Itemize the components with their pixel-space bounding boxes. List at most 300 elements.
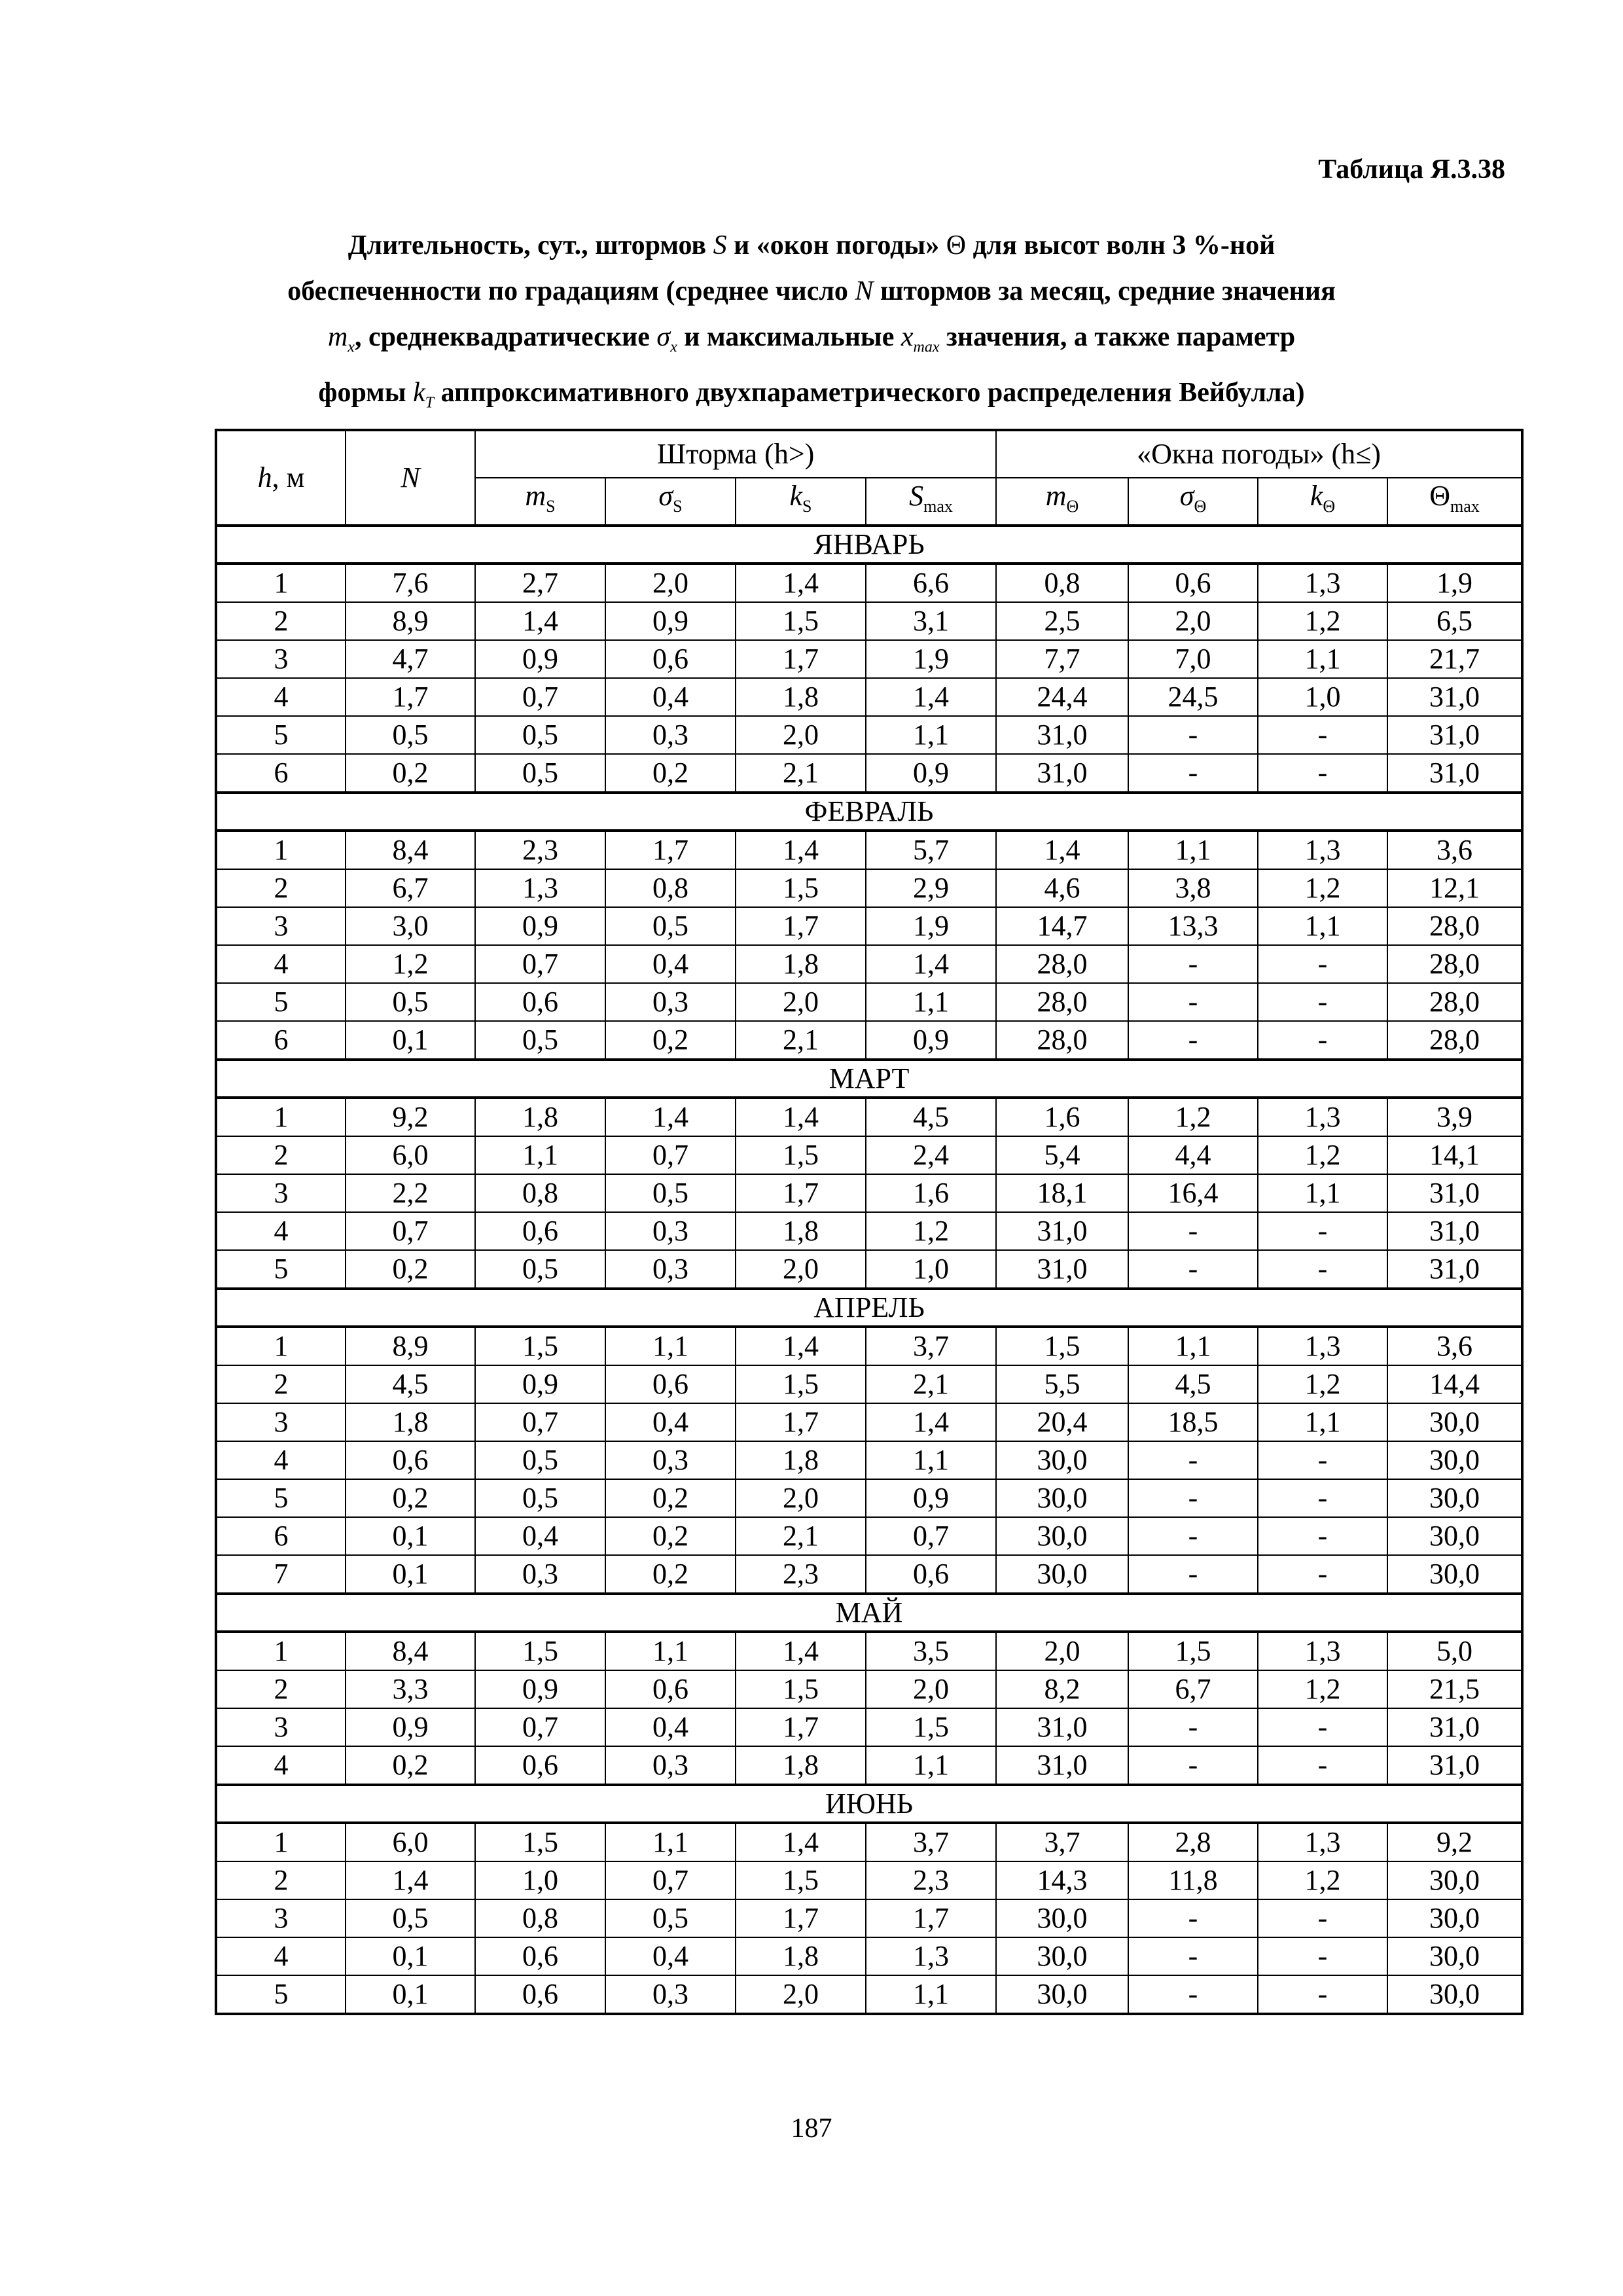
table-cell: 0,1 — [346, 1975, 475, 2014]
table-cell: 28,0 — [1387, 983, 1522, 1021]
table-cell: 0,5 — [475, 1441, 605, 1479]
table-cell: 30,0 — [996, 1975, 1128, 2014]
table-cell: - — [1258, 1975, 1387, 2014]
table-cell: 0,1 — [346, 1517, 475, 1555]
month-name: ИЮНЬ — [216, 1785, 1522, 1823]
table-cell: - — [1128, 1937, 1258, 1975]
table-cell: - — [1128, 1212, 1258, 1250]
duration-table — [215, 429, 1524, 2015]
table-cell: - — [1258, 1250, 1387, 1289]
table-cell: 2,2 — [346, 1174, 475, 1212]
table-cell: 1,8 — [736, 945, 866, 983]
table-cell: 2 — [216, 1861, 346, 1899]
table-cell: 1,4 — [866, 945, 996, 983]
table-cell: 5,5 — [996, 1365, 1128, 1403]
table-cell: 1,3 — [475, 869, 605, 907]
table-cell: 1,0 — [1258, 678, 1387, 716]
table-cell: - — [1128, 1479, 1258, 1517]
table-cell: 0,7 — [605, 1136, 736, 1174]
table-cell: 0,3 — [605, 1746, 736, 1785]
table-cell: 0,3 — [605, 1212, 736, 1250]
table-row — [216, 1861, 1522, 1899]
table-cell: 3 — [216, 640, 346, 678]
table-cell: 1,4 — [736, 564, 866, 602]
table-cell: 1 — [216, 831, 346, 869]
caption-text: формы — [318, 378, 414, 408]
table-cell: 0,5 — [475, 1250, 605, 1289]
table-cell: 30,0 — [996, 1441, 1128, 1479]
table-cell: 1,5 — [736, 869, 866, 907]
table-cell: 1 — [216, 1327, 346, 1365]
table-cell: 4 — [216, 678, 346, 716]
table-row — [216, 1212, 1522, 1250]
table-cell: 1,1 — [1258, 1403, 1387, 1441]
table-cell: - — [1128, 945, 1258, 983]
table-cell: 2,7 — [475, 564, 605, 602]
table-row — [216, 869, 1522, 907]
table-cell: - — [1258, 1899, 1387, 1937]
table-cell: 1,4 — [475, 602, 605, 640]
table-cell: 0,8 — [996, 564, 1128, 602]
table-cell: 0,2 — [605, 1517, 736, 1555]
table-row — [216, 1937, 1522, 1975]
table-cell: 1,6 — [866, 1174, 996, 1212]
table-cell: 24,5 — [1128, 678, 1258, 716]
table-cell: 3,6 — [1387, 1327, 1522, 1365]
table-cell: - — [1128, 1555, 1258, 1594]
col-header-mTheta — [996, 478, 1128, 526]
subscript: max — [1450, 496, 1480, 516]
table-cell: 1,2 — [1258, 1136, 1387, 1174]
table-cell: 1,0 — [475, 1861, 605, 1899]
table-cell: 30,0 — [1387, 1441, 1522, 1479]
N-symbol: N — [401, 461, 420, 493]
table-cell: 3,7 — [996, 1823, 1128, 1861]
table-cell: 3 — [216, 1708, 346, 1746]
table-cell: 0,3 — [605, 1250, 736, 1289]
table-cell: 2,0 — [1128, 602, 1258, 640]
table-cell: 2,0 — [736, 1250, 866, 1289]
table-cell: 1,5 — [1128, 1632, 1258, 1670]
table-cell: 1,1 — [475, 1136, 605, 1174]
table-cell: 1,4 — [736, 1823, 866, 1861]
table-cell: 1,2 — [1258, 1365, 1387, 1403]
table-cell: 0,8 — [475, 1899, 605, 1937]
table-cell: 5 — [216, 1479, 346, 1517]
symbol: k — [1310, 480, 1323, 512]
table-cell: - — [1258, 983, 1387, 1021]
table-cell: 30,0 — [1387, 1899, 1522, 1937]
table-cell: 0,6 — [1128, 564, 1258, 602]
table-cell: 0,2 — [346, 1746, 475, 1785]
table-cell: 0,3 — [605, 1975, 736, 2014]
table-cell: 4 — [216, 1746, 346, 1785]
symbol: σ — [658, 480, 673, 512]
table-cell: 1,1 — [605, 1632, 736, 1670]
table-cell: - — [1258, 716, 1387, 754]
caption-text: для высот волн 3 %-ной — [966, 230, 1275, 260]
table-cell: 0,6 — [605, 1365, 736, 1403]
table-cell: 0,9 — [866, 1021, 996, 1060]
storms-group-header: Шторма (h>) — [475, 430, 996, 478]
table-cell: 1,8 — [736, 1746, 866, 1785]
table-cell: 31,0 — [996, 1708, 1128, 1746]
table-cell: 14,3 — [996, 1861, 1128, 1899]
col-header-Thetamax — [1387, 478, 1522, 526]
table-row — [216, 1632, 1522, 1670]
table-cell: 0,7 — [346, 1212, 475, 1250]
col-header-N — [346, 430, 475, 526]
table-cell: 0,9 — [475, 907, 605, 945]
table-cell: 4 — [216, 945, 346, 983]
page-number: 187 — [791, 2113, 832, 2144]
table-cell: 1,5 — [736, 1670, 866, 1708]
table-cell: 6 — [216, 1517, 346, 1555]
caption-text: и максимальные — [677, 322, 901, 352]
table-cell: 3 — [216, 907, 346, 945]
table-row — [216, 640, 1522, 678]
table-cell: 9,2 — [346, 1098, 475, 1136]
table-cell: 0,7 — [475, 1403, 605, 1441]
table-cell: 2,8 — [1128, 1823, 1258, 1861]
table-cell: 5,4 — [996, 1136, 1128, 1174]
caption-line-3 — [196, 314, 1427, 370]
caption-line-4 — [196, 370, 1427, 425]
table-caption — [196, 223, 1427, 426]
table-cell: - — [1258, 1555, 1387, 1594]
table-cell: 1,3 — [1258, 1098, 1387, 1136]
table-cell: 3,5 — [866, 1632, 996, 1670]
table-cell: 31,0 — [996, 754, 1128, 793]
table-cell: 4 — [216, 1212, 346, 1250]
table-cell: 7,7 — [996, 640, 1128, 678]
table-cell: 4 — [216, 1937, 346, 1975]
table-cell: 31,0 — [1387, 1746, 1522, 1785]
table-cell: 0,9 — [866, 754, 996, 793]
table-cell: 1,2 — [1128, 1098, 1258, 1136]
table-cell: 0,2 — [346, 1479, 475, 1517]
table-cell: 0,2 — [346, 1250, 475, 1289]
table-cell: 1,1 — [866, 1441, 996, 1479]
col-header-Smax — [866, 478, 996, 526]
table-row — [216, 1975, 1522, 2014]
table-cell: 0,2 — [605, 1021, 736, 1060]
table-cell: 0,2 — [605, 754, 736, 793]
table-cell: 0,4 — [605, 1403, 736, 1441]
table-cell: 30,0 — [996, 1899, 1128, 1937]
table-cell: 8,4 — [346, 1632, 475, 1670]
table-cell: 1,4 — [866, 1403, 996, 1441]
table-cell: 4,4 — [1128, 1136, 1258, 1174]
table-cell: 0,5 — [346, 716, 475, 754]
table-cell: 6,6 — [866, 564, 996, 602]
table-cell: - — [1258, 1937, 1387, 1975]
table-cell: 3,9 — [1387, 1098, 1522, 1136]
table-cell: 1,5 — [475, 1823, 605, 1861]
table-cell: 0,9 — [475, 640, 605, 678]
table-cell: 6,5 — [1387, 602, 1522, 640]
table-cell: 31,0 — [1387, 754, 1522, 793]
table-cell: 1,3 — [1258, 831, 1387, 869]
windows-group-header: «Окна погоды» (h≤) — [996, 430, 1522, 478]
table-cell: 21,5 — [1387, 1670, 1522, 1708]
caption-text: штормов за месяц, средние значения — [873, 276, 1336, 306]
table-cell: 9,2 — [1387, 1823, 1522, 1861]
table-cell: 1,8 — [736, 1937, 866, 1975]
table-cell: 1,5 — [736, 1365, 866, 1403]
table-cell: 0,5 — [346, 983, 475, 1021]
table-cell: 1,2 — [1258, 1670, 1387, 1708]
table-cell: 7,0 — [1128, 640, 1258, 678]
table-row — [216, 754, 1522, 793]
subscript: Θ — [1194, 496, 1207, 516]
table-cell: 31,0 — [996, 1746, 1128, 1785]
header-row-1 — [216, 430, 1522, 478]
table-cell: 31,0 — [1387, 716, 1522, 754]
table-cell: 0,6 — [605, 640, 736, 678]
table-cell: 1 — [216, 564, 346, 602]
table-cell: 1,3 — [1258, 1632, 1387, 1670]
table-cell: 13,3 — [1128, 907, 1258, 945]
table-cell: 2,0 — [736, 983, 866, 1021]
table-cell: 0,3 — [605, 716, 736, 754]
table-cell: 4,6 — [996, 869, 1128, 907]
table-row — [216, 1403, 1522, 1441]
table-cell: 0,3 — [475, 1555, 605, 1594]
month-name: ФЕВРАЛЬ — [216, 793, 1522, 831]
table-cell: 3,7 — [866, 1327, 996, 1365]
month-header-row — [216, 1060, 1522, 1098]
table-cell: 28,0 — [1387, 1021, 1522, 1060]
table-cell: 0,7 — [475, 945, 605, 983]
table-row — [216, 564, 1522, 602]
col-header-kS — [736, 478, 866, 526]
table-row — [216, 907, 1522, 945]
table-cell: 1,7 — [346, 678, 475, 716]
table-cell: 0,2 — [346, 754, 475, 793]
col-header-mS — [475, 478, 605, 526]
table-cell: 5 — [216, 1250, 346, 1289]
caption-text: значения, а также параметр — [939, 322, 1296, 352]
table-cell: 1,6 — [996, 1098, 1128, 1136]
table-cell: 3,6 — [1387, 831, 1522, 869]
table-cell: 1,2 — [1258, 602, 1387, 640]
table-cell: - — [1258, 1708, 1387, 1746]
table-cell: 1,7 — [736, 907, 866, 945]
table-cell: 1,5 — [736, 1136, 866, 1174]
table-cell: - — [1258, 1021, 1387, 1060]
table-cell: - — [1128, 1899, 1258, 1937]
table-cell: 0,9 — [475, 1670, 605, 1708]
table-cell: 0,5 — [346, 1899, 475, 1937]
table-cell: 0,4 — [605, 1937, 736, 1975]
table-cell: 1,4 — [866, 678, 996, 716]
table-cell: 30,0 — [996, 1937, 1128, 1975]
table-cell: 3,3 — [346, 1670, 475, 1708]
table-cell: 0,3 — [605, 1441, 736, 1479]
table-cell: - — [1128, 716, 1258, 754]
table-cell: 14,4 — [1387, 1365, 1522, 1403]
table-cell: 0,3 — [605, 983, 736, 1021]
table-cell: 2,0 — [605, 564, 736, 602]
table-cell: 0,5 — [475, 1479, 605, 1517]
table-cell: 5 — [216, 1975, 346, 2014]
caption-text: и «окон погоды» — [726, 230, 946, 260]
table-cell: 28,0 — [1387, 907, 1522, 945]
table-cell: 1,1 — [605, 1823, 736, 1861]
table-cell: - — [1128, 1975, 1258, 2014]
table-cell: 0,1 — [346, 1555, 475, 1594]
table-cell: 1,5 — [475, 1327, 605, 1365]
subscript: S — [546, 496, 556, 516]
symbol-theta: Θ — [946, 230, 967, 260]
table-cell: 0,1 — [346, 1021, 475, 1060]
table-cell: 2,3 — [866, 1861, 996, 1899]
symbol-x: x — [901, 322, 914, 352]
table-cell: 1 — [216, 1823, 346, 1861]
table-cell: 7 — [216, 1555, 346, 1594]
table-cell: 0,2 — [605, 1479, 736, 1517]
table-cell: 1,5 — [475, 1632, 605, 1670]
table-row — [216, 1899, 1522, 1937]
table-cell: 28,0 — [996, 1021, 1128, 1060]
table-cell: 3,0 — [346, 907, 475, 945]
table-cell: 0,9 — [605, 602, 736, 640]
table-row — [216, 602, 1522, 640]
table-cell: 8,9 — [346, 602, 475, 640]
table-cell: 1,7 — [736, 640, 866, 678]
table-cell: 2,0 — [736, 1975, 866, 2014]
table-cell: 3 — [216, 1899, 346, 1937]
table-cell: 1,4 — [346, 1861, 475, 1899]
table-cell: 30,0 — [1387, 1555, 1522, 1594]
table-cell: 2,0 — [736, 716, 866, 754]
table-cell: 2 — [216, 1365, 346, 1403]
table-cell: 31,0 — [1387, 1708, 1522, 1746]
table-cell: 30,0 — [1387, 1479, 1522, 1517]
table-cell: 0,7 — [475, 1708, 605, 1746]
table-cell: - — [1128, 754, 1258, 793]
table-row — [216, 1441, 1522, 1479]
table-cell: - — [1128, 1708, 1258, 1746]
table-cell: 2,3 — [736, 1555, 866, 1594]
table-row — [216, 1365, 1522, 1403]
table-cell: - — [1128, 1021, 1258, 1060]
table-cell: 1,0 — [866, 1250, 996, 1289]
table-row — [216, 1098, 1522, 1136]
table-row — [216, 1250, 1522, 1289]
table-cell: 4,5 — [346, 1365, 475, 1403]
symbol: m — [1045, 480, 1067, 512]
table-cell: 0,6 — [475, 1746, 605, 1785]
table-cell: 2,0 — [736, 1479, 866, 1517]
table-cell: 1,8 — [475, 1098, 605, 1136]
table-cell: 30,0 — [1387, 1403, 1522, 1441]
table-cell: 0,2 — [605, 1555, 736, 1594]
table-cell: 0,9 — [475, 1365, 605, 1403]
month-name: МАЙ — [216, 1594, 1522, 1632]
table-cell: 1,3 — [1258, 1327, 1387, 1365]
table-cell: 3 — [216, 1174, 346, 1212]
table-cell: 2 — [216, 602, 346, 640]
month-name: ЯНВАРЬ — [216, 526, 1522, 564]
table-cell: 2,1 — [736, 1517, 866, 1555]
table-cell: 5 — [216, 983, 346, 1021]
table-cell: 2,1 — [736, 754, 866, 793]
table-cell: 24,4 — [996, 678, 1128, 716]
table-cell: 1,4 — [605, 1098, 736, 1136]
table-cell: 0,6 — [605, 1670, 736, 1708]
table-cell: 11,8 — [1128, 1861, 1258, 1899]
table-cell: - — [1128, 1517, 1258, 1555]
table-cell: 5,7 — [866, 831, 996, 869]
table-cell: 0,7 — [605, 1861, 736, 1899]
table-cell: 2,9 — [866, 869, 996, 907]
table-cell: 1,7 — [736, 1403, 866, 1441]
table-cell: 31,0 — [1387, 1212, 1522, 1250]
table-cell: 1,1 — [866, 1746, 996, 1785]
table-cell: 2,3 — [475, 831, 605, 869]
symbol: k — [789, 480, 803, 512]
col-header-sigmaS — [605, 478, 736, 526]
table-cell: 0,6 — [475, 1937, 605, 1975]
table-cell: 1,3 — [866, 1937, 996, 1975]
table-cell: 0,5 — [605, 907, 736, 945]
table-cell: 0,6 — [475, 983, 605, 1021]
table-cell: 0,8 — [605, 869, 736, 907]
table-cell: 30,0 — [1387, 1937, 1522, 1975]
table-row — [216, 678, 1522, 716]
symbol-N: N — [855, 276, 874, 306]
table-cell: 1,8 — [736, 1441, 866, 1479]
symbol-sub: x — [348, 338, 355, 356]
symbol: S — [909, 480, 924, 512]
table-cell: 12,1 — [1387, 869, 1522, 907]
month-header-row — [216, 1785, 1522, 1823]
caption-text: , среднеквадратические — [354, 322, 657, 352]
table-cell: - — [1128, 1250, 1258, 1289]
table-cell: 1,1 — [1258, 640, 1387, 678]
table-row — [216, 1327, 1522, 1365]
table-cell: 2,5 — [996, 602, 1128, 640]
table-cell: 3,8 — [1128, 869, 1258, 907]
table-cell: 4,5 — [1128, 1365, 1258, 1403]
table-cell: 1,4 — [736, 831, 866, 869]
table-number: Таблица Я.3.38 — [1318, 154, 1505, 185]
table-cell: 1,2 — [1258, 1861, 1387, 1899]
table-cell: 4,5 — [866, 1098, 996, 1136]
table-cell: 1,3 — [1258, 564, 1387, 602]
subscript: S — [802, 496, 812, 516]
symbol: Θ — [1429, 480, 1450, 512]
table-cell: 18,1 — [996, 1174, 1128, 1212]
h-unit: , м — [272, 461, 305, 493]
caption-text: Длительность, сут., штормов — [348, 230, 713, 260]
table-cell: 6,7 — [1128, 1670, 1258, 1708]
table-cell: 5 — [216, 716, 346, 754]
table-cell: 2,0 — [996, 1632, 1128, 1670]
table-cell: 1,1 — [866, 983, 996, 1021]
caption-line-2 — [196, 268, 1427, 314]
table-row — [216, 1708, 1522, 1746]
table-cell: 1,2 — [346, 945, 475, 983]
table-cell: 4 — [216, 1441, 346, 1479]
table-cell: 0,5 — [605, 1899, 736, 1937]
table-cell: - — [1128, 983, 1258, 1021]
table-cell: 0,6 — [866, 1555, 996, 1594]
table-cell: 0,4 — [605, 945, 736, 983]
table-cell: 1 — [216, 1632, 346, 1670]
